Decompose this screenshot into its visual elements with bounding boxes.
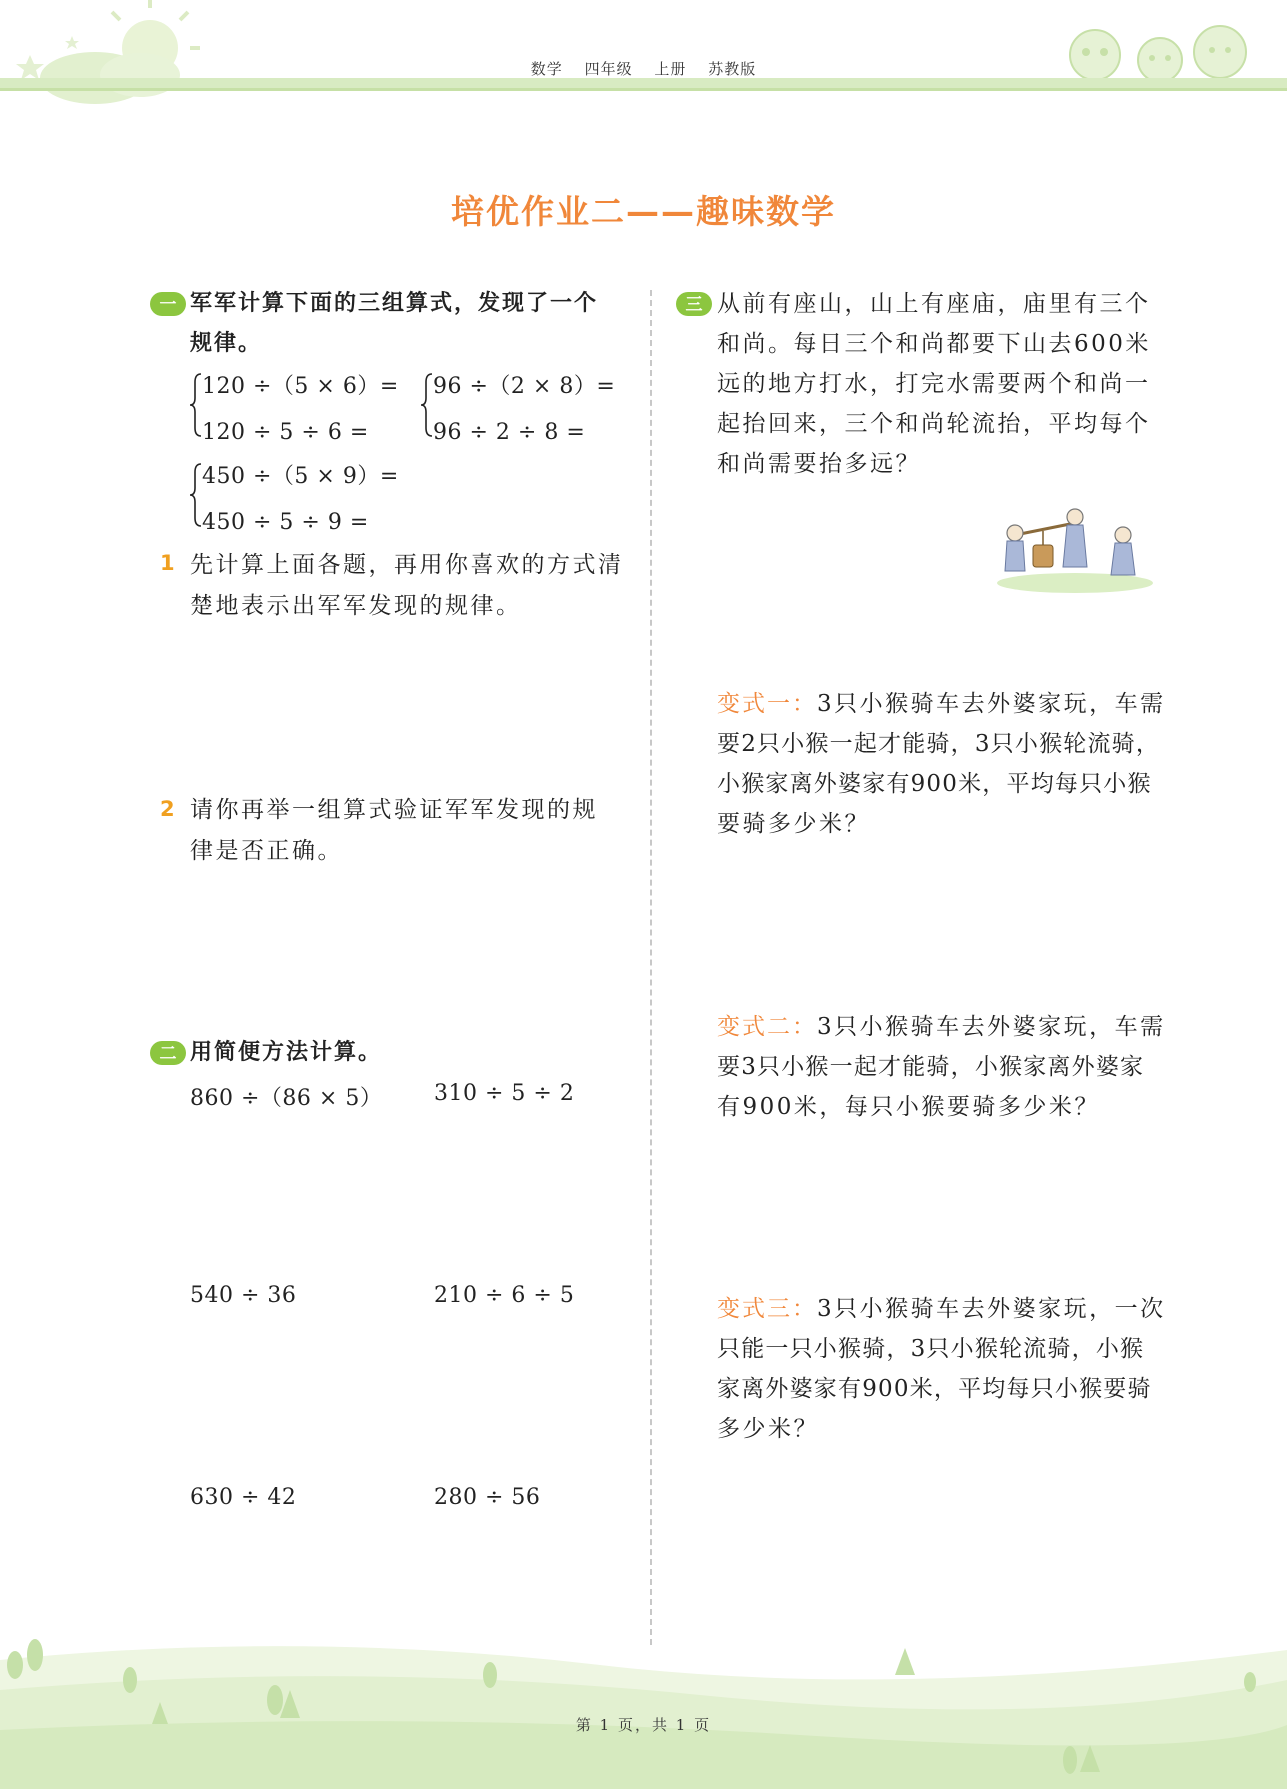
variant1-label: 变式一： bbox=[717, 691, 817, 717]
header-line bbox=[0, 88, 1287, 91]
variant2-line2: 要3只小猴一起才能骑，小猴家离外婆家 bbox=[717, 1054, 1145, 1080]
calc-expr: 860 ÷（86 × 5） bbox=[190, 1086, 383, 1111]
subquestion2-line1: 请你再举一组算式验证军军发现的规 bbox=[190, 797, 598, 823]
section-badge-one-label: 一 bbox=[159, 295, 177, 315]
group2-expr-a: 96 ÷（2 × 8）= bbox=[433, 374, 616, 399]
section3-line5: 和尚需要抬多远？ bbox=[717, 451, 921, 477]
section-badge-three-label: 三 bbox=[685, 295, 703, 315]
section3-line4: 起抬回来，三个和尚轮流抬，平均每个 bbox=[717, 411, 1151, 437]
section1-prompt-line1: 军军计算下面的三组算式，发现了一个 bbox=[190, 291, 599, 316]
variant3-line2: 只能一只小猴骑，3只小猴轮流骑，小猴 bbox=[717, 1336, 1145, 1362]
variant3-label: 变式三： bbox=[717, 1296, 817, 1322]
section1-prompt-line2: 规律。 bbox=[190, 331, 263, 356]
header-band bbox=[0, 78, 1287, 88]
variant3-line1-text: 3只小猴骑车去外婆家玩，一次 bbox=[817, 1296, 1166, 1322]
subquestion-number-1: 1 bbox=[160, 551, 175, 575]
group2-expr-b: 96 ÷ 2 ÷ 8 = bbox=[433, 420, 586, 445]
header-info bbox=[0, 58, 1287, 79]
header-grade: 四年级 bbox=[584, 60, 633, 78]
calc-expr: 310 ÷ 5 ÷ 2 bbox=[434, 1081, 575, 1106]
subquestion-number-2: 2 bbox=[160, 797, 175, 821]
section-badge-two bbox=[150, 1041, 186, 1065]
brace-icon bbox=[189, 372, 203, 438]
subquestion1-line2: 楚地表示出军军发现的规律。 bbox=[190, 593, 522, 619]
group3-expr-b: 450 ÷ 5 ÷ 9 = bbox=[202, 510, 369, 535]
group1-expr-b: 120 ÷ 5 ÷ 6 = bbox=[202, 420, 369, 445]
section3-line3: 远的地方打水，打完水需要两个和尚一 bbox=[717, 371, 1151, 397]
monks-carrying-water-illustration bbox=[995, 505, 1155, 595]
header-subject: 数学 bbox=[530, 60, 563, 78]
calc-expr: 630 ÷ 42 bbox=[190, 1485, 297, 1510]
section3-line2: 和尚。每日三个和尚都要下山去600米 bbox=[717, 331, 1151, 357]
group3-expr-a: 450 ÷（5 × 9）= bbox=[202, 464, 399, 489]
section3-line1: 从前有座山，山上有座庙，庙里有三个 bbox=[717, 291, 1151, 317]
section-badge-one bbox=[150, 292, 186, 316]
variant1-line2: 要2只小猴一起才能骑，3只小猴轮流骑， bbox=[717, 731, 1161, 757]
calc-expr: 540 ÷ 36 bbox=[190, 1283, 297, 1308]
header-volume: 上册 bbox=[654, 60, 687, 78]
section2-prompt: 用简便方法计算。 bbox=[190, 1040, 383, 1065]
cloud-sun-decoration bbox=[0, 0, 220, 110]
section-badge-three bbox=[676, 292, 712, 316]
variant2-line1 bbox=[717, 1007, 1166, 1047]
header-edition: 苏教版 bbox=[708, 60, 757, 78]
variant2-line3: 有900米，每只小猴要骑多少米？ bbox=[717, 1094, 1100, 1120]
variant1-line1 bbox=[717, 684, 1166, 724]
variant3-line3: 家离外婆家有900米，平均每只小猴要骑 bbox=[717, 1376, 1152, 1402]
variant3-line1 bbox=[717, 1289, 1166, 1329]
variant1-line4: 要骑多少米？ bbox=[717, 811, 870, 837]
group1-expr-a: 120 ÷（5 × 6）= bbox=[202, 374, 399, 399]
page-number: 第 1 页，共 1 页 bbox=[575, 1716, 712, 1734]
footer-landscape-decoration bbox=[0, 1620, 1287, 1789]
variant3-line4: 多少米？ bbox=[717, 1416, 819, 1442]
variant1-line3: 小猴家离外婆家有900米，平均每只小猴 bbox=[717, 771, 1152, 797]
calc-expr: 280 ÷ 56 bbox=[434, 1485, 541, 1510]
column-divider bbox=[650, 290, 652, 1645]
page-title: 培优作业二——趣味数学 bbox=[451, 192, 836, 231]
brace-icon bbox=[189, 462, 203, 528]
brace-icon bbox=[420, 372, 434, 438]
subquestion2-line2: 律是否正确。 bbox=[190, 838, 343, 864]
variant2-label: 变式二： bbox=[717, 1014, 817, 1040]
variant2-line1-text: 3只小猴骑车去外婆家玩，车需 bbox=[817, 1014, 1166, 1040]
variant1-line1-text: 3只小猴骑车去外婆家玩，车需 bbox=[817, 691, 1166, 717]
calc-expr: 210 ÷ 6 ÷ 5 bbox=[434, 1283, 575, 1308]
subquestion1-line1: 先计算上面各题，再用你喜欢的方式清 bbox=[190, 552, 624, 578]
section-badge-two-label: 二 bbox=[159, 1044, 177, 1064]
